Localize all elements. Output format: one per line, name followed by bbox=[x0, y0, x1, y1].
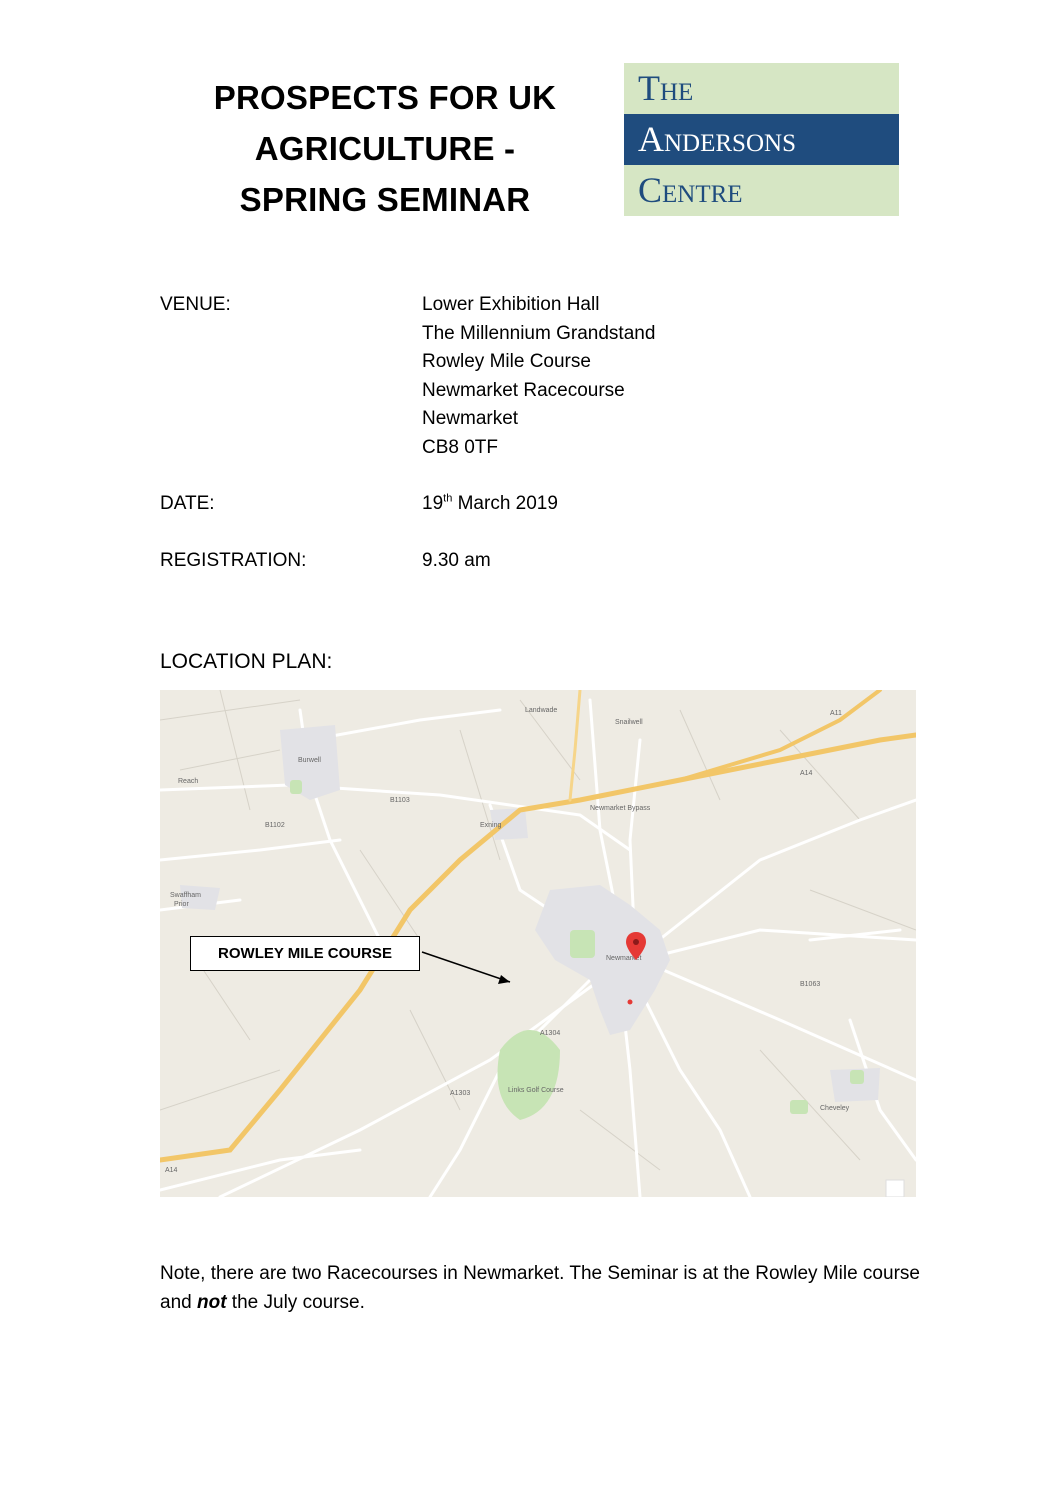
zoom-control[interactable] bbox=[886, 1180, 904, 1197]
svg-text:Prior: Prior bbox=[174, 901, 189, 908]
svg-text:A14: A14 bbox=[800, 770, 813, 777]
svg-text:B1063: B1063 bbox=[800, 981, 821, 988]
svg-text:Links Golf Course: Links Golf Course bbox=[508, 1087, 564, 1094]
note-text: Note, there are two Racecourses in Newmarket. The Seminar is at the Rowley Mile course and bbox=[160, 1263, 920, 1313]
venue-line: CB8 0TF bbox=[422, 436, 499, 458]
document-title bbox=[175, 72, 595, 225]
svg-text:A14: A14 bbox=[165, 1167, 178, 1174]
registration-label: REGISTRATION: bbox=[160, 550, 307, 571]
venue-line: Rowley Mile Course bbox=[422, 351, 591, 372]
svg-text:Burwell: Burwell bbox=[298, 757, 321, 764]
date-value bbox=[422, 490, 558, 519]
svg-text:Newmarket Bypass: Newmarket Bypass bbox=[590, 805, 651, 812]
venue-line: Lower Exhibition Hall bbox=[422, 294, 600, 315]
svg-text:Newmarket: Newmarket bbox=[606, 955, 642, 962]
date-suffix: th bbox=[443, 492, 453, 505]
svg-text:Exning: Exning bbox=[480, 822, 502, 829]
title-line-3: SPRING SEMINAR bbox=[239, 181, 531, 218]
venue-line: Newmarket bbox=[422, 408, 519, 429]
svg-text:Cheveley: Cheveley bbox=[820, 1105, 850, 1112]
venue-line: Newmarket Racecourse bbox=[422, 379, 625, 401]
note-emphasis: not bbox=[196, 1292, 227, 1313]
svg-text:A1303: A1303 bbox=[450, 1090, 471, 1097]
title-line-1: PROSPECTS FOR UK bbox=[213, 79, 557, 116]
svg-text:Landwade: Landwade bbox=[525, 707, 558, 714]
venue-label: VENUE: bbox=[160, 294, 231, 315]
date-day: 19 bbox=[422, 493, 444, 514]
date-month-year: March 2019 bbox=[452, 493, 558, 514]
svg-text:A1304: A1304 bbox=[540, 1030, 561, 1037]
svg-text:B1103: B1103 bbox=[390, 797, 410, 804]
logo-line-2: Andersons bbox=[624, 114, 899, 165]
note-text-end: the July course. bbox=[226, 1292, 365, 1313]
venue-line: The Millennium Grandstand bbox=[422, 322, 656, 344]
svg-text:A11: A11 bbox=[830, 710, 842, 717]
logo-line-3: Centre bbox=[624, 165, 899, 216]
note-paragraph bbox=[160, 1259, 920, 1317]
svg-text:Reach: Reach bbox=[178, 778, 199, 785]
title-line-2: AGRICULTURE - bbox=[254, 130, 516, 167]
andersons-centre-logo bbox=[624, 63, 899, 216]
location-plan-heading: LOCATION PLAN: bbox=[160, 650, 333, 673]
registration-value: 9.30 am bbox=[422, 550, 491, 571]
date-label: DATE: bbox=[160, 493, 215, 514]
venue-address bbox=[422, 291, 655, 462]
svg-text:B1102: B1102 bbox=[265, 822, 285, 829]
rowley-mile-callout: ROWLEY MILE COURSE bbox=[190, 936, 420, 971]
svg-text:Snailwell: Snailwell bbox=[615, 719, 643, 726]
logo-line-1: The bbox=[624, 63, 899, 114]
svg-text:Swaffham: Swaffham bbox=[170, 892, 201, 899]
